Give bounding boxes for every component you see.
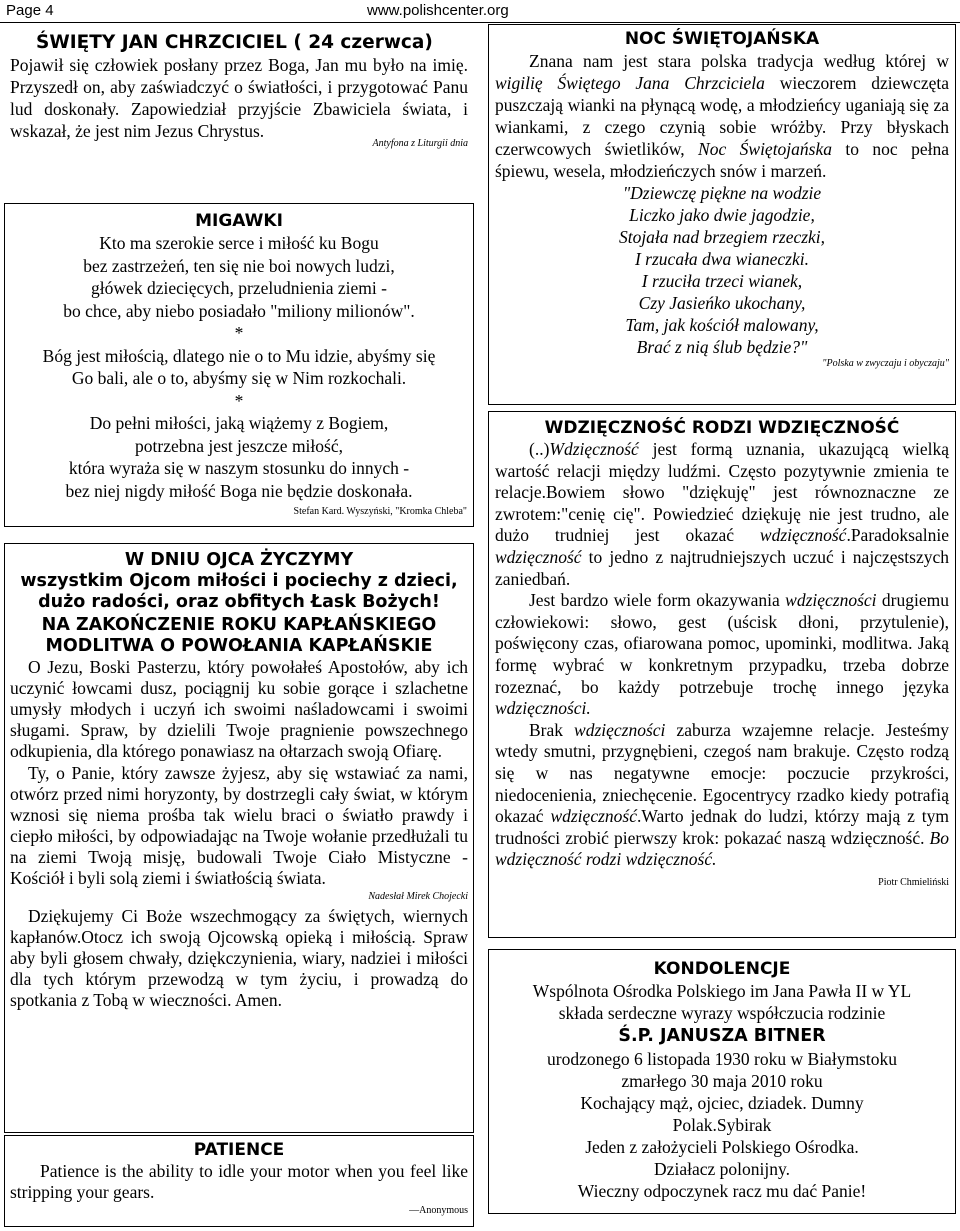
noc-title: NOC ŚWIĘTOJAŃSKA (624, 29, 820, 49)
migawki-section (4, 203, 474, 527)
noc-credit: "Polska w zwyczaju i obyczaju" (822, 358, 949, 369)
migawki-line: bo chce, aby niebo posiadało "miliony milionów". (63, 300, 415, 321)
kondolencje-line: składa serdeczne wyrazy współczucia rodzinie (558, 1003, 886, 1023)
migawki-separator: * (234, 323, 244, 343)
poem-line: Liczko jako dwie jagodzie, (629, 205, 815, 225)
jan-credit: Antyfona z Liturgii dnia (372, 138, 468, 149)
migawki-line: Go bali, ale o to, abyśmy się w Nim rozkochali. (71, 368, 407, 388)
noc-poem (495, 182, 949, 358)
kondolencje-line: Działacz polonijny. (654, 1159, 790, 1179)
migawki-line: która wyraża się w naszym stosunku do innych - (68, 458, 410, 478)
migawki-credit: Stefan Kard. Wyszyński, "Kromka Chleba" (293, 506, 467, 517)
migawki-line: Kto ma szerokie serce i miłość ku Bogu (99, 233, 379, 253)
wdziecznosc-paragraph: Brak wdzięczności zaburza wzajemne relacje. Jesteśmy wtedy smutni, przygnębieni, czegoś nam brakuje. Często rodzą się w nas negatywne emocje: poczucie przykrości, niedocenienia, zniechęcenie. Egocentrycy rzadko kiedy potrafią okazać wdzięczność.Warto jednak do ludzi, którzy mają z tym trudności zrobić pierwszy krok: pokazać naszą wdzięczność. Bo wdzięczność rodzi wdzięczność. (495, 719, 950, 870)
migawki-line: potrzebna jest jeszcze miłość, (135, 435, 343, 456)
migawki-line: bez zastrzeżeń, ten się nie boi nowych ludzi, (83, 255, 395, 276)
ojca-subtitle: wszystkim Ojcom miłości i pociechy z dzieci, dużo radości, oraz obfitych Łask Bożych! (20, 571, 458, 612)
patience-section (4, 1135, 474, 1227)
noc-text: Znana nam jest stara polska tradycja według której w wigilię Świętego Jana Chrzciciela wieczorem dziewczęta puszczają wianki na płynącą wodę, a młodzieńcy uganiają się za wiankami, z czego czynią sobie wróżby. Przy błyskach czerwcowych świetlików, Noc Świętojańska to noc pełna śpiewu, wesela, młodzieńczych snów i marzeń. (495, 51, 949, 181)
poem-line: Tam, jak kościół malowany, (625, 315, 819, 335)
kondolencje-line: Jeden z założycieli Polskiego Ośrodka. (585, 1137, 859, 1157)
poem-line: Czy Jasieńko ukochany, (638, 293, 806, 313)
patience-credit: —Anonymous (409, 1205, 468, 1216)
deceased-name: Ś.P. JANUSZA BITNER (618, 1026, 826, 1046)
prayer-heading-2: MODLITWA O POWOŁANIA KAPŁAŃSKIE (45, 636, 433, 656)
kondolencje-line: urodzonego 6 listopada 1930 roku w Białymstoku (547, 1049, 897, 1069)
poem-line: I rzuciła trzeci wianek, (641, 271, 803, 291)
patience-title: PATIENCE (193, 1140, 285, 1160)
ojca-title: W DNIU OJCA ŻYCZYMY (124, 550, 354, 570)
wdziecznosc-paragraph: (..)Wdzięczność jest formą uznania, ukazującą wielką wartość relacji między ludźmi. Często pozytywnie zmienia te relacje.Bowiem słowo "dziękuję" jest równoznaczne ze zwrotem:"cenię cię". Powiedzieć dziękuję nie jest trudno, ale dużo trudniej jest okazać wdzięczność.Paradoksalnie wdzięczność to jedno z najtrudniejszych uczuć i najczęstszych zaniedbań. (495, 439, 949, 589)
migawki-line: główek dziecięcych, przeludnienia ziemi - (91, 278, 387, 298)
migawki-title: MIGAWKI (195, 211, 283, 231)
jan-text: Pojawił się człowiek posłany przez Boga, Jan mu było na imię. Przyszedł on, aby zaświadczyć o światłości, i przygotować Panu lud doskonały. Zapowiedział przyjście Zbawiciela świata, i wskazał, że jest nim Jezus Chrystus. (10, 55, 468, 141)
header-rule (0, 22, 960, 23)
kondolencje-line: Wspólnota Ośrodka Polskiego im Jana Pawła II w YL (532, 981, 912, 1001)
migawki-line: bez niej nigdy miłość Boga nie będzie doskonała. (65, 480, 413, 501)
kondolencje-line: Wieczny odpoczynek racz mu dać Panie! (577, 1181, 867, 1201)
prayer-paragraph: O Jezu, Boski Pasterzu, który powołałeś Apostołów, aby ich uczynić łowcami dusz, pociągnij ku sobie gorące i szlachetne umysły młodych i uczyń ich swoimi naśladowcami i swoimi sługami. Spraw, by dzielili Twoje pragnienie powszechnego odkupienia, dla którego ponawiasz na ołtarzach swoją Ofiarę. (10, 657, 468, 761)
poem-line: "Dziewczę piękne na wodzie (622, 183, 822, 203)
migawki-separator: * (234, 390, 244, 411)
jan-section (4, 24, 474, 200)
prayer-paragraph: Dziękujemy Ci Boże wszechmogący za świętych, wiernych kapłanów.Otocz ich swoją Ojcowską opieką i miłością. Spraw aby byli głosem chwały, dziękczynienia, wiary, nadziei i miłości dla tych którym przewodzą w tym życiu, i prowadzą do spotkania z Tobą w wieczności. Amen. (10, 906, 468, 1010)
migawki-line: Bóg jest miłością, dlatego nie o to Mu idzie, abyśmy się (42, 345, 436, 366)
poem-line: I rzucała dwa wianeczki. (634, 249, 809, 269)
prayer-heading-1: NA ZAKOŃCZENIE ROKU KAPŁAŃSKIEGO (41, 615, 437, 635)
wdziecznosc-credit: Piotr Chmieliński (878, 876, 949, 888)
kondolencje-line: zmarłego 30 maja 2010 roku (621, 1071, 823, 1091)
poem-line: Stojała nad brzegiem rzeczki, (618, 227, 826, 247)
kondolencje-section (488, 949, 956, 1214)
page-number: Page 4 (6, 2, 54, 19)
noc-section (488, 24, 956, 405)
wdziecznosc-section (488, 411, 956, 938)
poem-line: Brać z nią ślub będzie?" (636, 337, 808, 357)
site-url: www.polishcenter.org (367, 2, 509, 19)
prayer-credit: Nadesłał Mirek Chojecki (368, 891, 468, 902)
kondolencje-line: Kochający mąż, ojciec, dziadek. Dumny (580, 1093, 864, 1113)
wdziecznosc-title: WDZIĘCZNOŚĆ RODZI WDZIĘCZNOŚĆ (544, 418, 900, 438)
kondolencje-title: KONDOLENCJE (653, 959, 791, 979)
jan-title: ŚWIĘTY JAN CHRZCICIEL ( 24 czerwca) (36, 32, 433, 53)
ojca-section (4, 543, 474, 1133)
kondolencje-line: Polak.Sybirak (672, 1115, 772, 1135)
migawki-line: Do pełni miłości, jaką wiążemy z Bogiem, (89, 413, 389, 433)
prayer-paragraph: Ty, o Panie, który zawsze żyjesz, aby się wstawiać za nami, otwórz przed nimi horyzonty, by dostrzegli cały świat, w którym wznosi się niema prośba tak wielu braci o światło prawdy i ciepło miłości, by odpowiadając na Twoje wołanie przedłużali tu na ziemi Twoją misję, budowali Twoje Ciało Mistyczne - Kościół i byli solą ziemi i światłością świata. (10, 763, 468, 888)
patience-text: Patience is the ability to idle your motor when you feel like stripping your gears. (10, 1161, 468, 1202)
wdziecznosc-paragraph: Jest bardzo wiele form okazywania wdzięczności drugiemu człowiekowi: słowo, gest (uścisk dłoni, przytulenie), poświęcony czas, ofiarowana pomoc, upominki, modlitwa. Jaką formę wybrać w konkretnym przypadku, trzeba dobrze rozeznać, bo każdy potrzebuje trochę innego języka wdzięczności. (495, 590, 949, 719)
